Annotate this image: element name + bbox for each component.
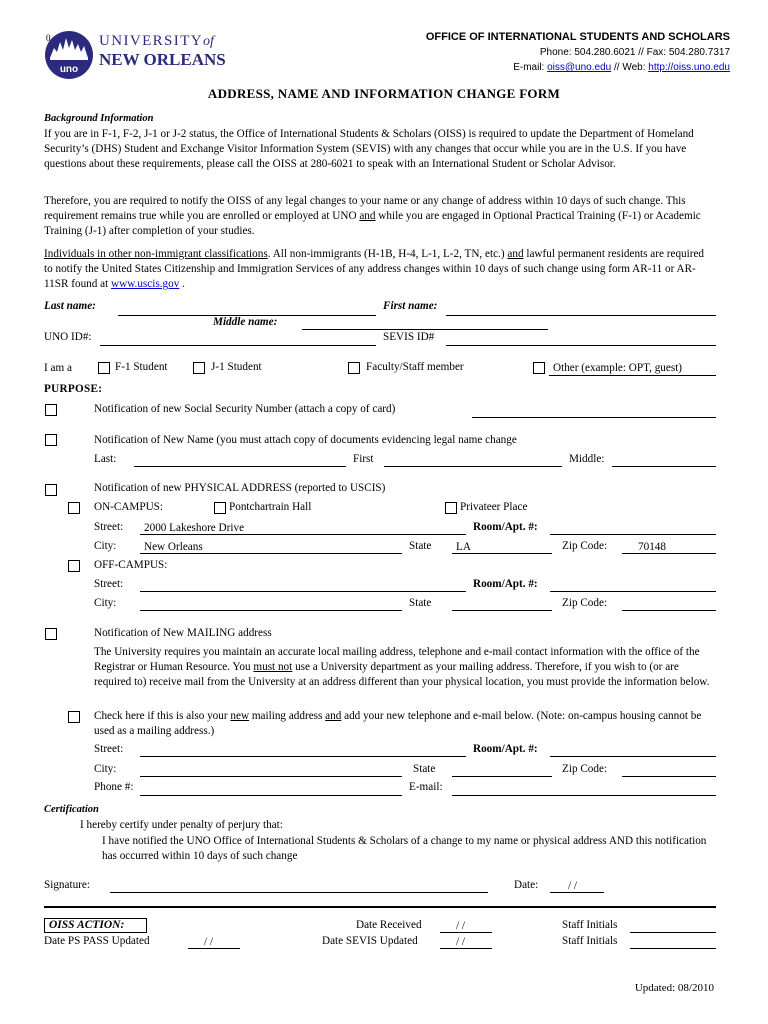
updated-date: Updated: 08/2010 bbox=[634, 982, 714, 994]
off-state-field[interactable] bbox=[452, 597, 552, 611]
email-label: E-mail: bbox=[409, 781, 443, 793]
email-field[interactable] bbox=[452, 782, 716, 796]
on-campus-label: ON-CAMPUS: bbox=[94, 501, 164, 513]
ssn-field[interactable] bbox=[472, 404, 716, 418]
date-sevis-field[interactable]: / / bbox=[440, 935, 492, 949]
uno-id-field[interactable] bbox=[100, 332, 376, 346]
off-campus-checkbox[interactable] bbox=[68, 560, 80, 572]
mail-state-label: State bbox=[413, 763, 436, 775]
middle-name-field[interactable] bbox=[302, 316, 548, 330]
on-room-field[interactable] bbox=[550, 521, 716, 535]
off-state-label: State bbox=[409, 597, 432, 609]
mailing-address-checkbox[interactable] bbox=[45, 628, 57, 640]
off-zip-label: Zip Code: bbox=[562, 597, 608, 609]
mail-zip-field[interactable] bbox=[622, 763, 716, 777]
staff-initials-field-2[interactable] bbox=[630, 935, 716, 949]
mail-room-label: Room/Apt. #: bbox=[473, 743, 538, 755]
on-street-label: Street: bbox=[94, 521, 124, 533]
seal-text: uno bbox=[59, 64, 79, 75]
off-room-field[interactable] bbox=[550, 578, 716, 592]
date-received-label: Date Received bbox=[356, 919, 422, 931]
staff-initials-field-1[interactable] bbox=[630, 919, 716, 933]
name-change-label: Notification of New Name (you must attach copy of documents evidencing legal name change bbox=[94, 434, 517, 446]
mail-room-field[interactable] bbox=[550, 743, 716, 757]
middle-name-label: Middle name: bbox=[213, 316, 278, 328]
page-number: 0 bbox=[46, 33, 51, 43]
certification-heading: Certification bbox=[44, 804, 99, 815]
mailing-paragraph: The University requires you maintain an accurate local mailing address, telephone and e-mail contact information with the office of the Registrar or Human Resource. You must not use a University department as your mailing address. Therefore, if you wish to (or are required to) receive mail from the University at an address different than your physical location, you must provide the information below. bbox=[94, 646, 710, 689]
new-first-label: First bbox=[353, 453, 374, 465]
off-room-label: Room/Apt. #: bbox=[473, 578, 538, 590]
other-checkbox[interactable] bbox=[533, 362, 545, 374]
privateer-label: Privateer Place bbox=[460, 501, 528, 513]
mail-zip-label: Zip Code: bbox=[562, 763, 608, 775]
date-ps-pass-label: Date PS PASS Updated bbox=[44, 935, 150, 947]
on-state-field[interactable]: LA bbox=[452, 540, 552, 554]
ssn-checkbox[interactable] bbox=[45, 404, 57, 416]
background-paragraph-3: Individuals in other non-immigrant classifications. All non-immigrants (H-1B, H-4, L-1, L-2, TN, etc.) and lawful permanent residents are required to notify the United States Citizenship and Immigration Services of any address changes within 10 days of such change using form AR-11 or AR-11SR found at www.uscis.gov . bbox=[44, 248, 705, 291]
uscis-link[interactable]: www.uscis.gov bbox=[111, 278, 180, 291]
on-city-label: City: bbox=[94, 540, 117, 552]
first-name-field[interactable] bbox=[446, 302, 716, 316]
oiss-action-label: OISS ACTION: bbox=[44, 918, 147, 933]
phone-label: Phone #: bbox=[94, 781, 134, 793]
uno-id-label: UNO ID#: bbox=[44, 331, 92, 343]
phone-field[interactable] bbox=[140, 782, 402, 796]
f1-student-checkbox[interactable] bbox=[98, 362, 110, 374]
form-title: ADDRESS, NAME AND INFORMATION CHANGE FORM bbox=[207, 86, 561, 101]
j1-student-checkbox[interactable] bbox=[193, 362, 205, 374]
email-link[interactable]: oiss@uno.edu bbox=[547, 62, 612, 73]
office-contact: E-mail: oiss@uno.edu // Web: http://oiss.uno.edu bbox=[513, 62, 730, 73]
last-name-field[interactable] bbox=[118, 302, 376, 316]
off-city-label: City: bbox=[94, 597, 117, 609]
off-street-label: Street: bbox=[94, 578, 124, 590]
mailing-address-label: Notification of New MAILING address bbox=[94, 627, 272, 639]
on-street-field[interactable]: 2000 Lakeshore Drive bbox=[140, 521, 466, 535]
also-mailing-checkbox[interactable] bbox=[68, 711, 80, 723]
on-zip-field[interactable]: 70148 bbox=[622, 540, 716, 554]
logo-university: UNIVERSITYof bbox=[99, 33, 214, 49]
new-middle-label: Middle: bbox=[569, 453, 605, 465]
logo-new-orleans: NEW ORLEANS bbox=[99, 50, 226, 69]
name-change-checkbox[interactable] bbox=[45, 434, 57, 446]
pontchartrain-checkbox[interactable] bbox=[214, 502, 226, 514]
off-city-field[interactable] bbox=[140, 597, 402, 611]
faculty-staff-checkbox[interactable] bbox=[348, 362, 360, 374]
new-middle-field[interactable] bbox=[612, 453, 716, 467]
on-zip-label: Zip Code: bbox=[562, 540, 608, 552]
i-am-a-label: I am a bbox=[44, 362, 72, 374]
purpose-heading: PURPOSE: bbox=[44, 383, 103, 395]
last-name-label: Last name: bbox=[44, 300, 96, 312]
date-received-field[interactable]: / / bbox=[440, 919, 492, 933]
physical-address-label: Notification of new PHYSICAL ADDRESS (reported to USCIS) bbox=[94, 482, 386, 494]
staff-initials-label-2: Staff Initials bbox=[562, 935, 618, 947]
also-mailing-label: Check here if this is also your new mailing address and add your new telephone and e-mail below. (Note: on-campus housing cannot be used as a mailing address.) bbox=[94, 710, 702, 738]
new-last-label: Last: bbox=[94, 453, 117, 465]
on-campus-checkbox[interactable] bbox=[68, 502, 80, 514]
date-ps-pass-field[interactable]: / / bbox=[188, 935, 240, 949]
sevis-id-label: SEVIS ID# bbox=[383, 331, 435, 343]
background-paragraph-2: Therefore, you are required to notify the OISS of any legal changes to your name or any change of address within 10 days of such change. This requirement remains true while you are enrolled or employed at UNO and while you are engaged in Optional Practical Training (F-1) or Academic Training (J-1) after completion of your studies. bbox=[44, 195, 701, 238]
other-field[interactable]: Other (example: OPT, guest) bbox=[549, 362, 716, 376]
certification-line-1: I hereby certify under penalty of perjury that: bbox=[80, 819, 283, 831]
sevis-id-field[interactable] bbox=[446, 332, 716, 346]
oiss-divider bbox=[44, 906, 716, 908]
ssn-label: Notification of new Social Security Number (attach a copy of card) bbox=[94, 403, 396, 415]
mail-city-label: City: bbox=[94, 763, 117, 775]
staff-initials-label-1: Staff Initials bbox=[562, 919, 618, 931]
privateer-checkbox[interactable] bbox=[445, 502, 457, 514]
background-heading: Background Information bbox=[44, 113, 154, 124]
cert-date-field[interactable]: / / bbox=[550, 879, 604, 893]
off-zip-field[interactable] bbox=[622, 597, 716, 611]
signature-label: Signature: bbox=[44, 879, 90, 891]
office-phone-fax: Phone: 504.280.6021 // Fax: 504.280.7317 bbox=[539, 47, 730, 58]
on-city-field[interactable]: New Orleans bbox=[140, 540, 402, 554]
off-campus-label: OFF-CAMPUS: bbox=[94, 559, 168, 571]
mail-street-field[interactable] bbox=[140, 743, 466, 757]
pontchartrain-label: Pontchartrain Hall bbox=[229, 501, 312, 513]
university-logo bbox=[44, 28, 226, 82]
uno-seal-icon bbox=[44, 30, 94, 80]
cert-date-label: Date: bbox=[514, 879, 539, 891]
mail-city-field[interactable] bbox=[140, 763, 402, 777]
j1-student-label: J-1 Student bbox=[211, 361, 262, 373]
web-link[interactable]: http://oiss.uno.edu bbox=[648, 62, 730, 73]
faculty-staff-label: Faculty/Staff member bbox=[366, 361, 464, 373]
off-street-field[interactable] bbox=[140, 578, 466, 592]
mail-state-field[interactable] bbox=[452, 763, 552, 777]
certification-line-2: I have notified the UNO Office of International Students & Scholars of a change to my name or physical address AND this notification has occurred within 10 days of such change bbox=[102, 835, 707, 863]
first-name-label: First name: bbox=[383, 300, 438, 312]
on-room-label: Room/Apt. #: bbox=[473, 521, 538, 533]
new-last-field[interactable] bbox=[134, 453, 346, 467]
mail-street-label: Street: bbox=[94, 743, 124, 755]
background-paragraph-1: If you are in F-1, F-2, J-1 or J-2 status, the Office of International Students & Scholars (OISS) is required to update the Department of Homeland Security’s (DHS) Student and Exchange Visitor Information System (SEVIS) with any changes that occur while you are in the U.S. If you have questions about these requirements, please call the OISS at 280-6021 to speak with an International Student or Scholar Advisor. bbox=[44, 128, 694, 171]
on-state-label: State bbox=[409, 540, 432, 552]
signature-field[interactable] bbox=[110, 879, 488, 893]
physical-address-checkbox[interactable] bbox=[45, 484, 57, 496]
f1-student-label: F-1 Student bbox=[115, 361, 168, 373]
date-sevis-label: Date SEVIS Updated bbox=[322, 935, 418, 947]
office-name: OFFICE OF INTERNATIONAL STUDENTS AND SCHOLARS bbox=[425, 31, 730, 43]
new-first-field[interactable] bbox=[384, 453, 562, 467]
